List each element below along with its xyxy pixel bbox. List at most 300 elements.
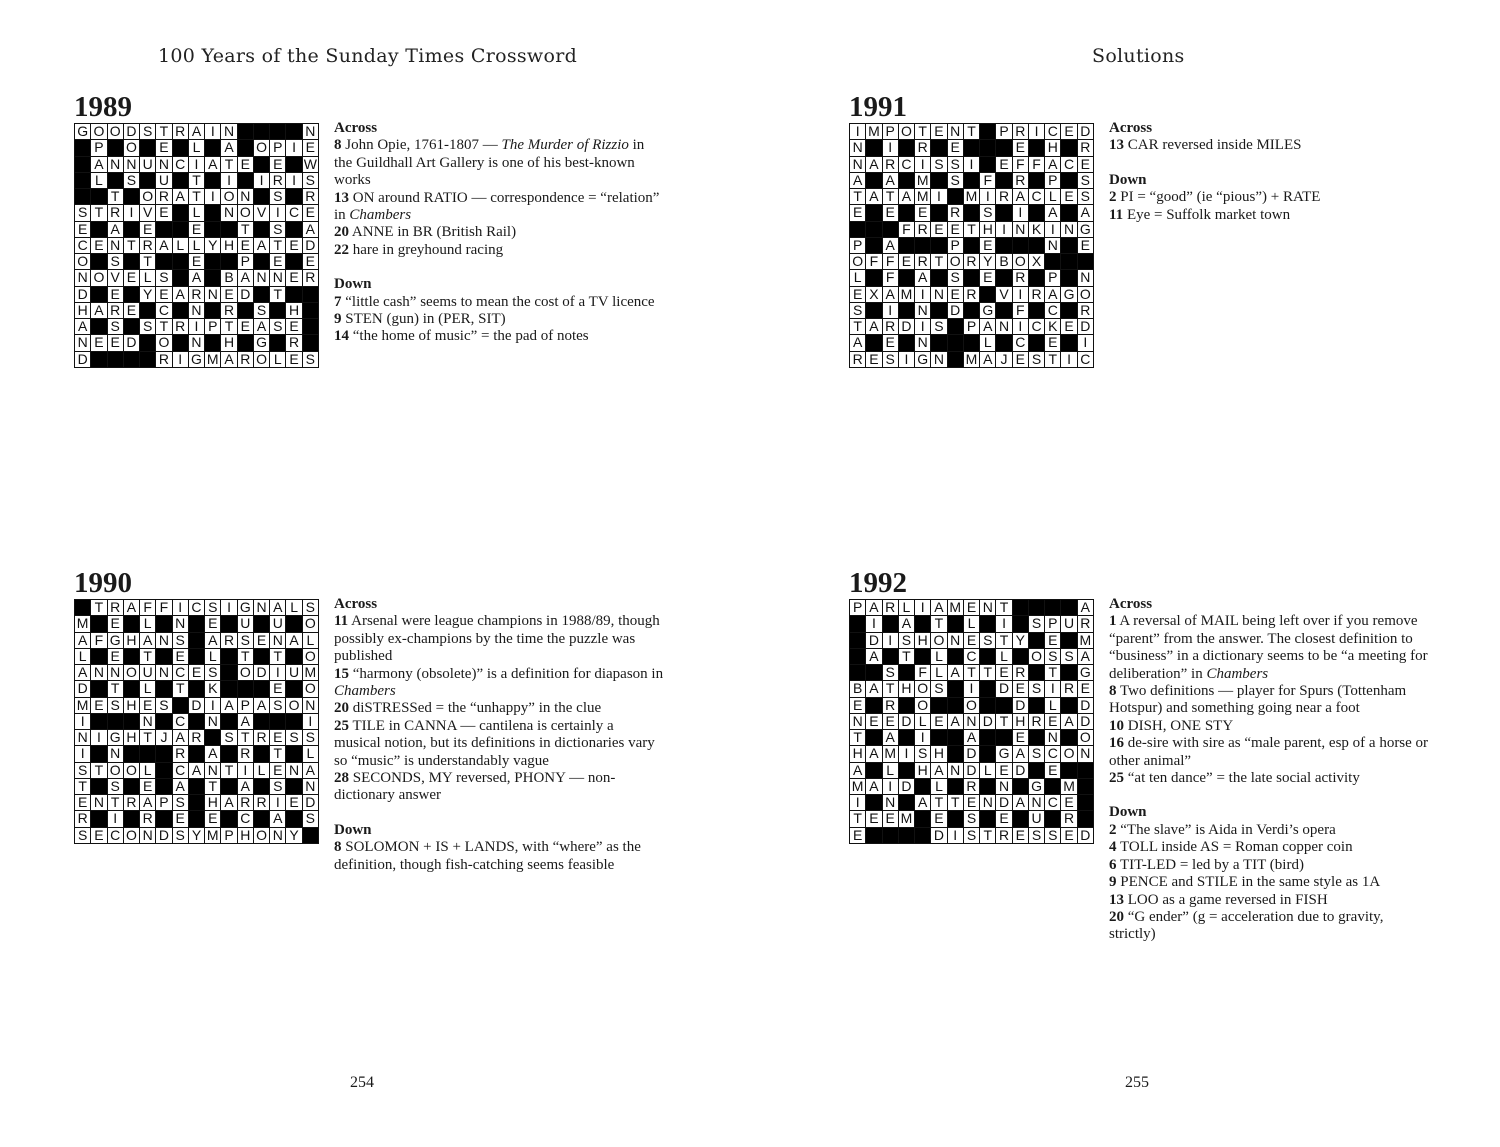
- grid-cell: V: [140, 205, 155, 220]
- black-square: [964, 238, 979, 253]
- grid-cell: T: [915, 124, 930, 139]
- grid-cell: F: [1013, 157, 1028, 172]
- clue-text: Eye = Suffolk market town: [1123, 206, 1291, 223]
- grid-cell: S: [238, 633, 253, 648]
- black-square: [254, 681, 269, 696]
- grid-cell: E: [980, 238, 995, 253]
- grid-cell: P: [91, 140, 106, 155]
- grid-cell: N: [189, 335, 204, 350]
- grid-cell: A: [1061, 714, 1076, 729]
- grid-cell: C: [173, 763, 188, 778]
- grid-cell: L: [189, 205, 204, 220]
- grid-cell: E: [1045, 335, 1060, 350]
- black-square: [899, 270, 914, 285]
- black-square: [1045, 779, 1060, 794]
- black-square: [866, 795, 881, 810]
- grid-cell: P: [270, 140, 285, 155]
- grid-cell: I: [75, 714, 90, 729]
- black-square: [156, 222, 171, 237]
- black-square: [124, 287, 139, 302]
- grid-cell: H: [205, 795, 220, 810]
- grid-cell: R: [173, 746, 188, 761]
- grid-cell: H: [286, 303, 301, 318]
- grid-cell: L: [173, 238, 188, 253]
- black-square: [75, 157, 90, 172]
- clue-number: 16: [1109, 735, 1124, 752]
- grid-cell: A: [303, 222, 318, 237]
- black-square: [173, 140, 188, 155]
- grid-cell: F: [899, 222, 914, 237]
- grid-cell: R: [286, 335, 301, 350]
- black-square: [931, 205, 946, 220]
- grid-cell: R: [173, 319, 188, 334]
- grid-cell: T: [140, 649, 155, 664]
- grid-cell: E: [173, 649, 188, 664]
- grid-cell: O: [91, 124, 106, 139]
- grid-cell: E: [1061, 189, 1076, 204]
- black-square: [254, 649, 269, 664]
- grid-cell: D: [75, 352, 90, 367]
- grid-cell: R: [221, 303, 236, 318]
- grid-cell: R: [108, 600, 123, 615]
- black-square: [91, 649, 106, 664]
- black-square: [1029, 763, 1044, 778]
- grid-cell: E: [75, 222, 90, 237]
- black-square: [1061, 763, 1076, 778]
- black-square: [189, 714, 204, 729]
- black-square: [1029, 140, 1044, 155]
- grid-cell: N: [931, 352, 946, 367]
- clue-text: diSTRESSed = the “unhappy” in the clue: [349, 700, 602, 717]
- grid-cell: A: [915, 795, 930, 810]
- grid-cell: N: [124, 157, 139, 172]
- grid-cell: E: [91, 828, 106, 843]
- grid-cell: G: [980, 303, 995, 318]
- black-square: [1045, 600, 1060, 615]
- grid-cell: E: [270, 730, 285, 745]
- grid-cell: S: [108, 319, 123, 334]
- black-square: [156, 254, 171, 269]
- black-square: [866, 270, 881, 285]
- grid-cell: G: [1061, 287, 1076, 302]
- grid-cell: S: [1029, 746, 1044, 761]
- grid-cell: E: [964, 795, 979, 810]
- grid-cell: C: [189, 600, 204, 615]
- grid-cell: E: [964, 633, 979, 648]
- black-square: [980, 157, 995, 172]
- grid-cell: O: [108, 763, 123, 778]
- grid-cell: I: [866, 616, 881, 631]
- grid-cell: E: [883, 811, 898, 826]
- grid-cell: N: [1078, 746, 1093, 761]
- black-square: [140, 335, 155, 350]
- black-square: [156, 714, 171, 729]
- grid-cell: S: [303, 600, 318, 615]
- black-square: [980, 681, 995, 696]
- black-square: [124, 779, 139, 794]
- grid-cell: Y: [140, 287, 155, 302]
- grid-cell: A: [286, 633, 301, 648]
- black-square: [140, 173, 155, 188]
- black-square: [1029, 698, 1044, 713]
- grid-cell: R: [883, 319, 898, 334]
- grid-cell: I: [108, 811, 123, 826]
- clue-text: TOLL inside AS = Roman copper coin: [1116, 839, 1353, 856]
- grid-cell: L: [140, 616, 155, 631]
- grid-cell: L: [140, 763, 155, 778]
- clue-note: [334, 190, 664, 225]
- grid-cell: T: [75, 779, 90, 794]
- black-square: [1029, 633, 1044, 648]
- black-square: [1061, 254, 1076, 269]
- grid-cell: E: [850, 287, 865, 302]
- grid-cell: E: [108, 287, 123, 302]
- black-square: [1078, 779, 1093, 794]
- grid-cell: B: [850, 681, 865, 696]
- grid-cell: R: [238, 795, 253, 810]
- clue-italic-text: Chambers: [349, 207, 412, 224]
- black-square: [980, 287, 995, 302]
- grid-cell: I: [205, 189, 220, 204]
- grid-cell: E: [1061, 319, 1076, 334]
- grid-cell: D: [996, 681, 1011, 696]
- clue-text: TIT-LED = led by a TIT (bird): [1116, 856, 1304, 873]
- black-square: [866, 173, 881, 188]
- black-square: [91, 319, 106, 334]
- black-square: [866, 303, 881, 318]
- black-square: [286, 746, 301, 761]
- grid-cell: E: [1013, 352, 1028, 367]
- grid-cell: S: [964, 811, 979, 826]
- black-square: [899, 795, 914, 810]
- black-square: [1078, 763, 1093, 778]
- grid-cell: A: [899, 189, 914, 204]
- grid-cell: E: [173, 811, 188, 826]
- grid-cell: O: [915, 681, 930, 696]
- black-square: [899, 238, 914, 253]
- grid-cell: N: [303, 779, 318, 794]
- grid-cell: E: [75, 795, 90, 810]
- black-square: [189, 681, 204, 696]
- grid-cell: O: [1029, 649, 1044, 664]
- black-square: [270, 335, 285, 350]
- grid-cell: A: [866, 779, 881, 794]
- grid-cell: T: [931, 795, 946, 810]
- grid-cell: D: [1078, 319, 1093, 334]
- clue-number: 6: [1109, 856, 1117, 873]
- grid-cell: S: [303, 352, 318, 367]
- black-square: [899, 205, 914, 220]
- clue-number: 20: [334, 700, 349, 717]
- grid-cell: A: [948, 714, 963, 729]
- grid-cell: A: [270, 600, 285, 615]
- clue-number: 13: [1109, 137, 1124, 154]
- grid-cell: J: [156, 730, 171, 745]
- grid-cell: A: [866, 157, 881, 172]
- grid-cell: M: [900, 286, 913, 302]
- grid-cell: D: [156, 828, 171, 843]
- grid-cell: A: [254, 698, 269, 713]
- grid-cell: A: [1013, 189, 1028, 204]
- black-square: [1029, 270, 1044, 285]
- grid-cell: D: [1078, 828, 1093, 843]
- grid-cell: N: [221, 205, 236, 220]
- grid-cell: M: [949, 600, 962, 615]
- grid-cell: A: [866, 319, 881, 334]
- grid-cell: S: [270, 189, 285, 204]
- grid-cell: S: [108, 254, 123, 269]
- black-square: [303, 828, 318, 843]
- grid-cell: E: [883, 335, 898, 350]
- black-square: [866, 335, 881, 350]
- grid-cell: U: [238, 616, 253, 631]
- grid-cell: C: [173, 714, 188, 729]
- puzzle-1990: [74, 567, 714, 1027]
- grid-cell: E: [254, 633, 269, 648]
- grid-cell: O: [899, 124, 914, 139]
- grid-cell: O: [91, 270, 106, 285]
- clue-note: [334, 666, 664, 701]
- grid-cell: I: [996, 616, 1011, 631]
- black-square: [238, 335, 253, 350]
- grid-cell: L: [996, 649, 1011, 664]
- grid-cell: L: [964, 616, 979, 631]
- grid-cell: N: [1045, 238, 1060, 253]
- black-square: [286, 222, 301, 237]
- black-square: [850, 665, 865, 680]
- black-square: [124, 714, 139, 729]
- grid-cell: F: [883, 270, 898, 285]
- grid-cell: I: [931, 189, 946, 204]
- black-square: [1029, 730, 1044, 745]
- grid-cell: S: [205, 665, 220, 680]
- grid-cell: S: [140, 319, 155, 334]
- grid-cell: T: [883, 189, 898, 204]
- grid-cell: A: [75, 633, 90, 648]
- grid-cell: D: [980, 714, 995, 729]
- grid-cell: E: [931, 222, 946, 237]
- black-square: [238, 303, 253, 318]
- grid-cell: D: [1078, 714, 1093, 729]
- grid-cell: A: [931, 763, 946, 778]
- grid-cell: A: [238, 779, 253, 794]
- clue-text: “little cash” seems to mean the cost of a TV licence: [341, 293, 655, 310]
- grid-cell: H: [980, 222, 995, 237]
- grid-cell: E: [1013, 681, 1028, 696]
- grid-cell: S: [1029, 828, 1044, 843]
- black-square: [124, 681, 139, 696]
- black-square: [915, 828, 930, 843]
- black-square: [948, 335, 963, 350]
- grid-cell: O: [124, 140, 139, 155]
- grid-cell: I: [286, 140, 301, 155]
- clue-text: PENCE and STILE in the same style as 1A: [1116, 874, 1381, 891]
- black-square: [996, 238, 1011, 253]
- grid-cell: N: [270, 828, 285, 843]
- grid-cell: D: [1078, 698, 1093, 713]
- grid-cell: A: [1045, 157, 1060, 172]
- grid-cell: A: [173, 287, 188, 302]
- grid-cell: R: [1013, 270, 1028, 285]
- black-square: [189, 795, 204, 810]
- grid-cell: O: [124, 665, 139, 680]
- black-square: [75, 173, 90, 188]
- grid-cell: D: [1013, 698, 1028, 713]
- grid-cell: G: [108, 633, 123, 648]
- grid-cell: O: [108, 124, 123, 139]
- grid-cell: N: [948, 124, 963, 139]
- grid-cell: I: [915, 730, 930, 745]
- black-square: [140, 303, 155, 318]
- grid-cell: R: [964, 779, 979, 794]
- black-square: [1013, 238, 1028, 253]
- grid-cell: E: [948, 287, 963, 302]
- black-square: [124, 649, 139, 664]
- down-heading: Down: [334, 821, 372, 838]
- grid-cell: S: [980, 633, 995, 648]
- grid-cell: D: [75, 287, 90, 302]
- grid-cell: E: [866, 714, 881, 729]
- black-square: [915, 649, 930, 664]
- black-square: [866, 828, 881, 843]
- grid-cell: O: [124, 828, 139, 843]
- grid-cell: N: [108, 665, 123, 680]
- clue-number: 15: [334, 665, 349, 682]
- grid-cell: E: [303, 205, 318, 220]
- grid-cell: S: [156, 698, 171, 713]
- grid-cell: Y: [205, 238, 220, 253]
- grid-cell: N: [189, 303, 204, 318]
- grid-cell: I: [948, 828, 963, 843]
- grid-cell: C: [1013, 335, 1028, 350]
- grid-cell: E: [1078, 681, 1093, 696]
- grid-cell: G: [1078, 665, 1093, 680]
- grid-cell: A: [883, 730, 898, 745]
- black-square: [140, 746, 155, 761]
- grid-cell: M: [965, 189, 978, 205]
- grid-cell: O: [221, 189, 236, 204]
- black-square: [108, 714, 123, 729]
- black-square: [254, 124, 269, 139]
- grid-cell: I: [850, 124, 865, 139]
- grid-cell: E: [140, 698, 155, 713]
- grid-cell: I: [964, 157, 979, 172]
- grid-cell: T: [140, 254, 155, 269]
- grid-cell: L: [91, 173, 106, 188]
- black-square: [91, 681, 106, 696]
- grid-cell: A: [850, 763, 865, 778]
- grid-cell: M: [1079, 632, 1092, 648]
- black-square: [75, 189, 90, 204]
- grid-cell: G: [1029, 779, 1044, 794]
- black-square: [124, 352, 139, 367]
- black-square: [270, 714, 285, 729]
- grid-cell: A: [156, 238, 171, 253]
- grid-cell: E: [1013, 140, 1028, 155]
- grid-cell: M: [1063, 778, 1075, 794]
- black-square: [189, 779, 204, 794]
- black-square: [948, 616, 963, 631]
- grid-cell: D: [964, 763, 979, 778]
- black-square: [221, 665, 236, 680]
- clue-note: [1109, 683, 1429, 718]
- grid-cell: I: [899, 352, 914, 367]
- grid-cell: G: [189, 352, 204, 367]
- grid-cell: R: [238, 746, 253, 761]
- grid-cell: T: [270, 287, 285, 302]
- grid-cell: E: [931, 714, 946, 729]
- grid-cell: T: [931, 254, 946, 269]
- grid-cell: L: [931, 649, 946, 664]
- grid-cell: O: [286, 698, 301, 713]
- black-square: [1045, 811, 1060, 826]
- black-square: [205, 205, 220, 220]
- clue-number: 2: [1109, 821, 1117, 838]
- clue-note: [1109, 822, 1429, 839]
- grid-cell: R: [156, 352, 171, 367]
- black-square: [1013, 616, 1028, 631]
- grid-cell: I: [850, 795, 865, 810]
- grid-cell: L: [189, 140, 204, 155]
- black-square: [254, 616, 269, 631]
- black-square: [254, 222, 269, 237]
- grid-cell: R: [1013, 665, 1028, 680]
- grid-cell: R: [964, 287, 979, 302]
- clue-italic-text: The Murder of Rizzio: [501, 137, 629, 154]
- grid-cell: A: [883, 173, 898, 188]
- grid-cell: H: [915, 763, 930, 778]
- grid-cell: O: [850, 254, 865, 269]
- grid-cell: R: [850, 352, 865, 367]
- grid-cell: A: [964, 730, 979, 745]
- black-square: [91, 779, 106, 794]
- black-square: [980, 124, 995, 139]
- grid-cell: H: [850, 746, 865, 761]
- grid-cell: E: [883, 714, 898, 729]
- clue-text: “the home of music” = the pad of notes: [349, 328, 589, 345]
- clue-note: [1109, 770, 1429, 787]
- grid-cell: S: [124, 173, 139, 188]
- grid-cell: E: [140, 222, 155, 237]
- grid-cell: I: [173, 352, 188, 367]
- black-square: [948, 746, 963, 761]
- grid-cell: T: [108, 795, 123, 810]
- grid-cell: E: [108, 335, 123, 350]
- grid-cell: T: [91, 600, 106, 615]
- grid-cell: T: [221, 763, 236, 778]
- clue-note: [334, 137, 664, 189]
- grid-cell: N: [108, 238, 123, 253]
- grid-cell: T: [189, 173, 204, 188]
- grid-cell: O: [238, 665, 253, 680]
- grid-cell: E: [1013, 828, 1028, 843]
- black-square: [173, 698, 188, 713]
- black-square: [221, 254, 236, 269]
- grid-cell: T: [899, 649, 914, 664]
- grid-cell: A: [980, 319, 995, 334]
- grid-cell: E: [1078, 157, 1093, 172]
- grid-cell: T: [108, 681, 123, 696]
- grid-cell: N: [156, 157, 171, 172]
- grid-cell: P: [964, 319, 979, 334]
- grid-cell: Y: [1013, 633, 1028, 648]
- black-square: [173, 222, 188, 237]
- black-square: [108, 140, 123, 155]
- grid-cell: A: [1045, 205, 1060, 220]
- grid-cell: N: [140, 828, 155, 843]
- grid-cell: R: [1029, 714, 1044, 729]
- grid-cell: N: [173, 616, 188, 631]
